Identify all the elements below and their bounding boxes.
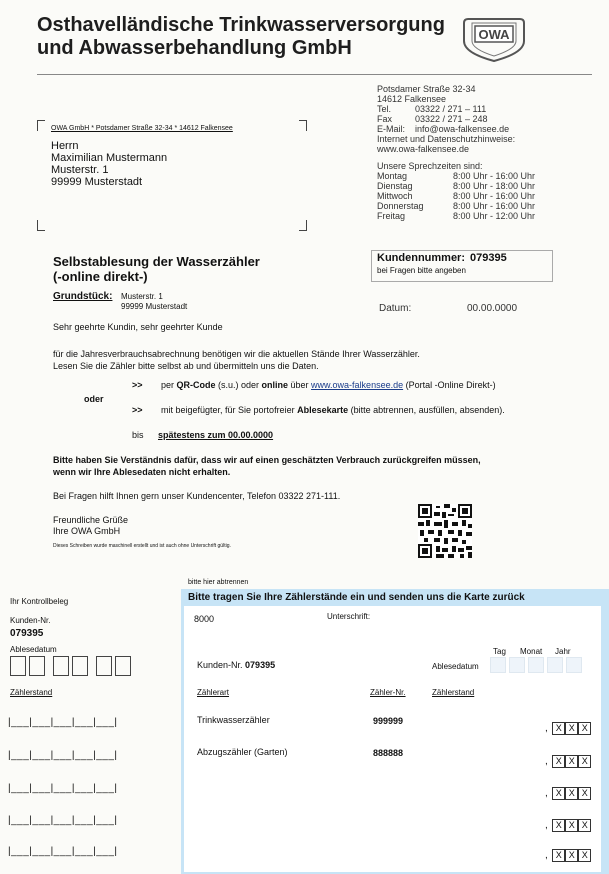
hours-day: Mittwoch	[377, 191, 413, 201]
meter-number: 999999	[373, 716, 404, 726]
privacy-label: Internet und Datenschutzhinweise:	[377, 134, 516, 144]
stub-meter-line[interactable]: |___|___|___|___|___|	[8, 717, 118, 728]
recipient-line: Herrn	[51, 140, 79, 152]
stub-customer-value: 079395	[10, 628, 44, 639]
deadline-label: bis	[132, 430, 144, 440]
hours-time: 8:00 Uhr - 12:00 Uhr	[453, 211, 536, 221]
qr-code[interactable]	[418, 504, 472, 563]
recipient-line: Maximilian Mustermann	[51, 152, 168, 164]
card-body	[184, 606, 601, 872]
stub-date-label: Ablesedatum	[10, 645, 57, 654]
hours-title: Unsere Sprechzeiten sind:	[377, 161, 483, 171]
col-reading: Zählerstand	[432, 688, 475, 697]
salutation: Sehr geehrte Kundin, sehr geehrter Kunde	[53, 322, 223, 332]
intro-line: für die Jahresverbrauchsabrechnung benötigen wir die aktuellen Stände Ihrer Wasserzähler.	[53, 349, 420, 359]
card-date-boxes[interactable]	[487, 657, 582, 678]
property-line: Musterstr. 1	[121, 292, 163, 301]
email-value[interactable]: info@owa-falkensee.de	[415, 124, 510, 134]
property-label: Grundstück:	[53, 291, 113, 302]
card-customer	[197, 660, 275, 670]
company-name-line1: Osthavelländische Trinkwasserversorgung	[37, 14, 445, 36]
recipient-line: Musterstr. 1	[51, 164, 109, 176]
or-label: oder	[84, 394, 104, 404]
hours-day: Montag	[377, 171, 408, 181]
sender-line: OWA GmbH * Potsdamer Straße 32-34 * 14612 Falkensee	[51, 125, 233, 132]
closing	[53, 515, 128, 537]
intro-paragraph	[53, 348, 420, 372]
property-line: 99999 Musterstadt	[121, 302, 188, 311]
arrow-1: >>	[132, 380, 143, 390]
stub-meter-line[interactable]: |___|___|___|___|___|	[8, 783, 118, 794]
reading-decimals[interactable]: , X X X	[545, 718, 591, 736]
office-hours	[377, 161, 535, 221]
web-link[interactable]: www.owa-falkensee.de	[377, 144, 470, 154]
deadline-value: spätestens zum 00.00.0000	[158, 430, 274, 440]
reading-decimals[interactable]: , X X X	[545, 751, 591, 769]
header-divider	[37, 74, 592, 75]
disclaimer: Dieses Schreiben wurde maschinell erstellt und ist auch ohne Unterschrift gültig.	[53, 543, 231, 549]
warning-paragraph	[53, 454, 481, 478]
contact-street: Potsdamer Straße 32-34	[377, 84, 476, 94]
meter-type: Abzugszähler (Garten)	[197, 747, 288, 757]
reading-decimals[interactable]: , X X X	[545, 815, 591, 833]
col-number: Zähler-Nr.	[370, 688, 406, 697]
meter-number: 888888	[373, 748, 404, 758]
hours-time: 8:00 Uhr - 16:00 Uhr	[453, 171, 536, 181]
tel-value: 03322 / 271 – 111	[415, 104, 487, 114]
window-corner	[299, 220, 307, 231]
customer-number-hint: bei Fragen bitte angeben	[377, 266, 466, 275]
hours-time: 8:00 Uhr - 16:00 Uhr	[453, 201, 536, 211]
recipient-address	[51, 140, 167, 188]
hours-day: Freitag	[377, 211, 406, 221]
regards-line: Ihre OWA GmbH	[53, 526, 121, 536]
intro-line: Lesen Sie die Zähler bitte selbst ab und übermitteln uns die Daten.	[53, 361, 319, 371]
stub-title: Ihr Kontrollbeleg	[10, 597, 69, 606]
stub-meter-label: Zählerstand	[10, 688, 53, 697]
regards-line: Freundliche Grüße	[53, 515, 129, 525]
date-value: 00.00.0000	[467, 303, 518, 314]
window-corner	[37, 220, 45, 231]
card-customer-value: 079395	[245, 660, 276, 670]
contact-city: 14612 Falkensee	[377, 94, 447, 104]
reading-decimals[interactable]: , X X X	[545, 845, 591, 863]
hours-time: 8:00 Uhr - 18:00 Uhr	[453, 181, 536, 191]
owa-logo	[460, 13, 528, 70]
option-card: mit beigefügter, für Sie portofreier Ablesekarte (bitte abtrennen, ausfüllen, absenden).	[161, 405, 505, 415]
stub-meter-line[interactable]: |___|___|___|___|___|	[8, 815, 118, 826]
card-code: 8000	[194, 614, 215, 624]
card-customer-label: Kunden-Nr.	[197, 660, 243, 670]
customer-number-value: 079395	[470, 252, 507, 264]
company-name-line2: und Abwasserbehandlung GmbH	[37, 37, 352, 59]
warning-line: wenn wir Ihre Ablesedaten nicht erhalten.	[53, 467, 231, 477]
company-name	[37, 14, 445, 60]
window-corner	[37, 120, 45, 131]
letter-title	[53, 254, 260, 284]
card-header: Bitte tragen Sie Ihre Zählerstände ein und senden uns die Karte zurück	[188, 592, 525, 603]
window-corner	[299, 120, 307, 131]
meter-type: Trinkwasserzähler	[197, 715, 270, 725]
col-type: Zählerart	[197, 688, 230, 697]
contact-block	[377, 84, 515, 154]
hours-day: Donnerstag	[377, 201, 424, 211]
date-label: Datum:	[379, 303, 412, 314]
reading-decimals[interactable]: , X X X	[545, 783, 591, 801]
hours-time: 8:00 Uhr - 16:00 Uhr	[453, 191, 536, 201]
logo-text: OWA	[478, 27, 510, 42]
arrow-2: >>	[132, 405, 143, 415]
month-label: Monat	[520, 647, 543, 656]
fax-label: Fax	[377, 114, 393, 124]
stub-customer-label: Kunden-Nr.	[10, 616, 51, 625]
signature-label: Unterschrift:	[327, 612, 371, 621]
property-address	[121, 292, 187, 312]
recipient-line: 99999 Musterstadt	[51, 176, 143, 188]
card-date-label: Ablesedatum	[432, 662, 479, 671]
tear-hint: bitte hier abtrennen	[188, 579, 249, 586]
help-line: Bei Fragen hilft Ihnen gern unser Kundencenter, Telefon 03322 271-111.	[53, 491, 341, 501]
customer-number-label: Kundennummer:	[377, 252, 465, 264]
stub-date-boxes[interactable]	[10, 656, 134, 681]
website-link[interactable]: www.owa-falkensee.de	[311, 380, 404, 390]
email-label: E-Mail:	[377, 124, 406, 134]
fax-value: 03322 / 271 – 248	[415, 114, 488, 124]
option-qr-online: per QR-Code (s.u.) oder online über www.owa-falkensee.de (Portal -Online Direkt-)	[161, 380, 496, 390]
tel-label: Tel.	[377, 104, 392, 114]
year-label: Jahr	[555, 647, 571, 656]
title-line2: (-online direkt-)	[53, 269, 148, 284]
title-line1: Selbstablesung der Wasserzähler	[53, 254, 260, 269]
stub-meter-line[interactable]: |___|___|___|___|___|	[8, 750, 118, 761]
warning-line: Bitte haben Sie Verständnis dafür, dass wir auf einen geschätzten Verbrauch zurückgreifen müssen,	[53, 455, 481, 465]
stub-meter-line[interactable]: |___|___|___|___|___|	[8, 846, 118, 857]
hours-day: Dienstag	[377, 181, 413, 191]
day-label: Tag	[493, 647, 506, 656]
